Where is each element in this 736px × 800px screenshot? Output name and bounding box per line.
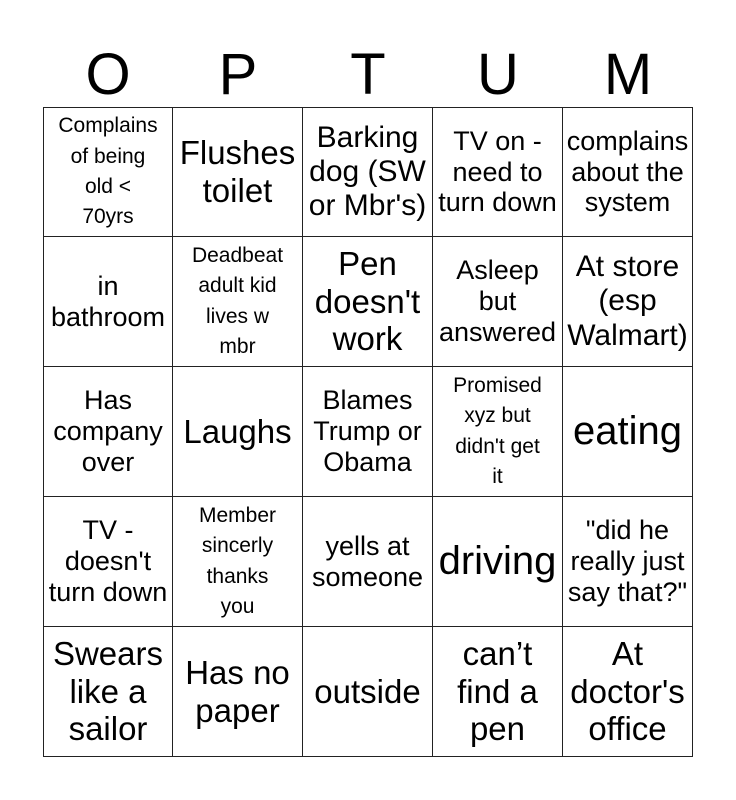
bingo-cell[interactable]: Has no paper xyxy=(173,627,303,757)
bingo-cell[interactable]: Has company over xyxy=(43,367,173,497)
bingo-cell[interactable]: TV on - need to turn down xyxy=(433,107,563,237)
bingo-cell[interactable]: Deadbeat adult kid lives w mbr xyxy=(173,237,303,367)
bingo-cell[interactable]: Member sincerly thanks you xyxy=(173,497,303,627)
bingo-cell[interactable]: complains about the system xyxy=(563,107,693,237)
bingo-cell[interactable]: Blames Trump or Obama xyxy=(303,367,433,497)
title-letter-u: U xyxy=(477,42,519,107)
title-letter-m: M xyxy=(603,42,653,107)
bingo-cell[interactable]: At store (esp Walmart) xyxy=(563,237,693,367)
bingo-cell[interactable]: Pen doesn't work xyxy=(303,237,433,367)
title-letter-o: O xyxy=(85,42,131,107)
bingo-cell[interactable]: Asleep but answered xyxy=(433,237,563,367)
bingo-cell[interactable]: outside xyxy=(303,627,433,757)
bingo-cell[interactable]: Laughs xyxy=(173,367,303,497)
bingo-cell[interactable]: At doctor's office xyxy=(563,627,693,757)
bingo-cell[interactable]: Swears like a sailor xyxy=(43,627,173,757)
bingo-cell[interactable]: TV - doesn't turn down xyxy=(43,497,173,627)
bingo-cell[interactable]: Barking dog (SW or Mbr's) xyxy=(303,107,433,237)
bingo-cell[interactable]: eating xyxy=(563,367,693,497)
bingo-cell[interactable]: in bathroom xyxy=(43,237,173,367)
bingo-cell[interactable]: Flushes toilet xyxy=(173,107,303,237)
bingo-cell[interactable]: driving xyxy=(433,497,563,627)
bingo-cell[interactable]: yells at someone xyxy=(303,497,433,627)
bingo-title xyxy=(43,44,693,106)
bingo-cell[interactable]: can’t find a pen xyxy=(433,627,563,757)
bingo-board xyxy=(43,107,693,757)
bingo-cell[interactable]: "did he really just say that?" xyxy=(563,497,693,627)
bingo-cell[interactable]: Complains of being old < 70yrs xyxy=(43,107,173,237)
bingo-cell[interactable]: Promised xyz but didn't get it xyxy=(433,367,563,497)
title-letter-t: T xyxy=(350,42,386,107)
title-letter-p: P xyxy=(218,42,258,107)
